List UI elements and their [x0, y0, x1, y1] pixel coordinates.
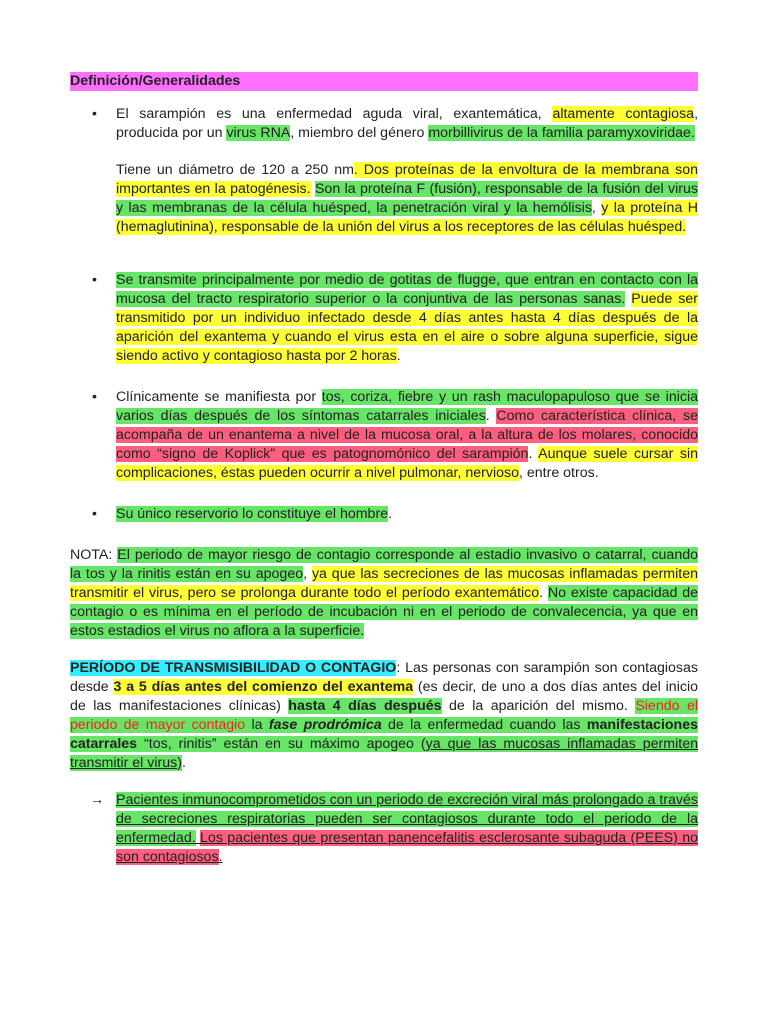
paragraph-proteins: [116, 161, 698, 237]
paragraph-immunocompromised: [116, 791, 698, 867]
text: de la aparición del mismo.: [441, 698, 636, 714]
arrow-right-icon: →: [90, 792, 105, 808]
text: , entre otros.: [518, 465, 599, 481]
text: : Las personas con sarampión son contagiosas desde: [70, 660, 698, 695]
highlight-green-underline: ya que las mucosas inflamadas permiten transmitir el virus: [70, 736, 698, 771]
highlight-yellow: altamente contagiosa: [552, 106, 695, 122]
highlight-green: tos, coriza, fiebre y un rash maculopapuloso que se inicia varios días después de los síntomas catarrales iniciales: [116, 389, 699, 424]
highlight-green: la: [245, 717, 269, 733]
note-label: NOTA:: [70, 547, 118, 563]
highlight-red-text: Siendo el periodo de mayor contagio: [70, 698, 698, 733]
text: , miembro del género: [290, 125, 429, 141]
bullet-item-virus: [70, 105, 698, 237]
highlight-green: hasta 4 días después: [288, 698, 442, 714]
highlight-green: Se transmite principalmente por medio de gotitas de flugge, que entran en contacto con la mucosa del tracto respiratorio superior o la conjuntiva de las personas sanas.: [116, 272, 698, 307]
sub-item-immunocompromised: [70, 791, 698, 867]
paragraph-definition: [116, 105, 698, 143]
highlight-green: de la enfermedad cuando las: [381, 717, 587, 733]
bullet-icon: •: [92, 506, 97, 522]
highlight-green: Su único reservorio lo constituye el hombre: [116, 506, 389, 522]
highlight-yellow: 3 a 5 días antes del comienzo del exantema: [113, 679, 414, 695]
bullet-item-transmission: [70, 271, 698, 366]
highlight-green-bold: manifestaciones catarrales: [70, 717, 699, 752]
text: .: [539, 585, 548, 601]
text: , producida por un: [116, 106, 699, 141]
section-heading: Definición/Generalidades: [70, 72, 698, 91]
text: (es decir, de uno a dos días antes del inicio de las manifestaciones clínicas): [70, 679, 698, 714]
highlight-green: El periodo de mayor riesgo de contagio corresponde al estadio invasivo o catarral, cuando la tos y la rinitis están en su apogeo: [70, 547, 698, 582]
text: ,: [591, 200, 602, 216]
highlight-yellow: y la proteína H (hemaglutinina), responsable de la unión del virus a los receptores de las células huésped.: [116, 200, 698, 235]
text: .: [181, 755, 186, 771]
paragraph-transmission: [116, 271, 698, 366]
bullet-item-reservoir: [70, 505, 698, 524]
bullet-icon: •: [92, 272, 97, 288]
highlight-green: virus RNA: [226, 125, 291, 141]
highlight-yellow: Puede ser transmitido por un individuo infectado desde 4 días antes hasta 4 días después de la aparición del exantema y cuando el virus esta en el aire o sobre alguna superficie, sigue siendo activo y contagioso hasta por 2 horas: [116, 291, 698, 364]
text: .: [396, 348, 401, 364]
highlight-yellow: ya que las secreciones de las mucosas inflamadas permiten transmitir el virus, pero se prolonga durante todo el período exantemático: [70, 566, 698, 601]
highlight-red: Los pacientes que presentan panencefalitis esclerosante subaguda (PEES) no son contagiosos: [116, 830, 698, 865]
text: ,: [303, 566, 312, 582]
bullet-item-clinical: [70, 388, 698, 483]
text: El sarampión es una enfermedad aguda viral, exantemática,: [116, 106, 553, 122]
bullet-icon: •: [92, 389, 97, 405]
text: .: [218, 849, 223, 865]
highlight-green: morbillivirus de la familia paramyxoviridae.: [428, 125, 695, 141]
paragraph-clinical: [116, 388, 698, 483]
highlight-green: Son la proteína F (fusión), responsable de la fusión del virus y las membranas de la célula huésped, la penetración viral y la hemólisis: [116, 181, 698, 216]
highlight-green: No existe capacidad de contagio o es mínima en el período de incubación ni en el periodo de convalecencia, ya que en estos estadios el virus no aflora a la superficie.: [70, 585, 698, 639]
highlight-green: ): [177, 755, 182, 771]
bullet-icon: •: [92, 106, 97, 122]
highlight-green: Pacientes inmunocomprometidos con un periodo de excreción viral más prolongado a través de secreciones respiratorias pueden ser contagiosos durante todo el periodo de la enfermedad.: [116, 792, 699, 846]
paragraph-reservoir: [116, 505, 698, 524]
text: .: [388, 506, 393, 522]
period-title: PERÍODO DE TRANSMISIBILIDAD O CONTAGIO: [70, 660, 397, 676]
note-paragraph: [70, 546, 698, 641]
highlight-green: “tos, rinitis” están en su máximo apogeo (: [137, 736, 426, 752]
text: .: [485, 408, 497, 424]
highlight-green-italic: fase prodrómica: [268, 717, 382, 733]
text: .: [528, 446, 539, 462]
transmissibility-paragraph: [70, 659, 698, 773]
bullet-list: [70, 105, 698, 524]
highlight-yellow: Aunque suele cursar sin complicaciones, éstas pueden ocurrir a nivel pulmonar, nervioso: [116, 446, 698, 481]
highlight-red: Como característica clínica, se acompaña de un enantema a nivel de la mucosa oral, a la altura de los molares, conocido como “signo de Koplick” que es patognomónico del sarampión: [116, 408, 698, 462]
text: Clínicamente se manifiesta por: [116, 389, 322, 405]
text: Tiene un diámetro de 120 a 250 nm: [116, 162, 354, 178]
highlight-yellow: . Dos proteínas de la envoltura de la membrana son importantes en la patogénesis.: [116, 162, 698, 197]
